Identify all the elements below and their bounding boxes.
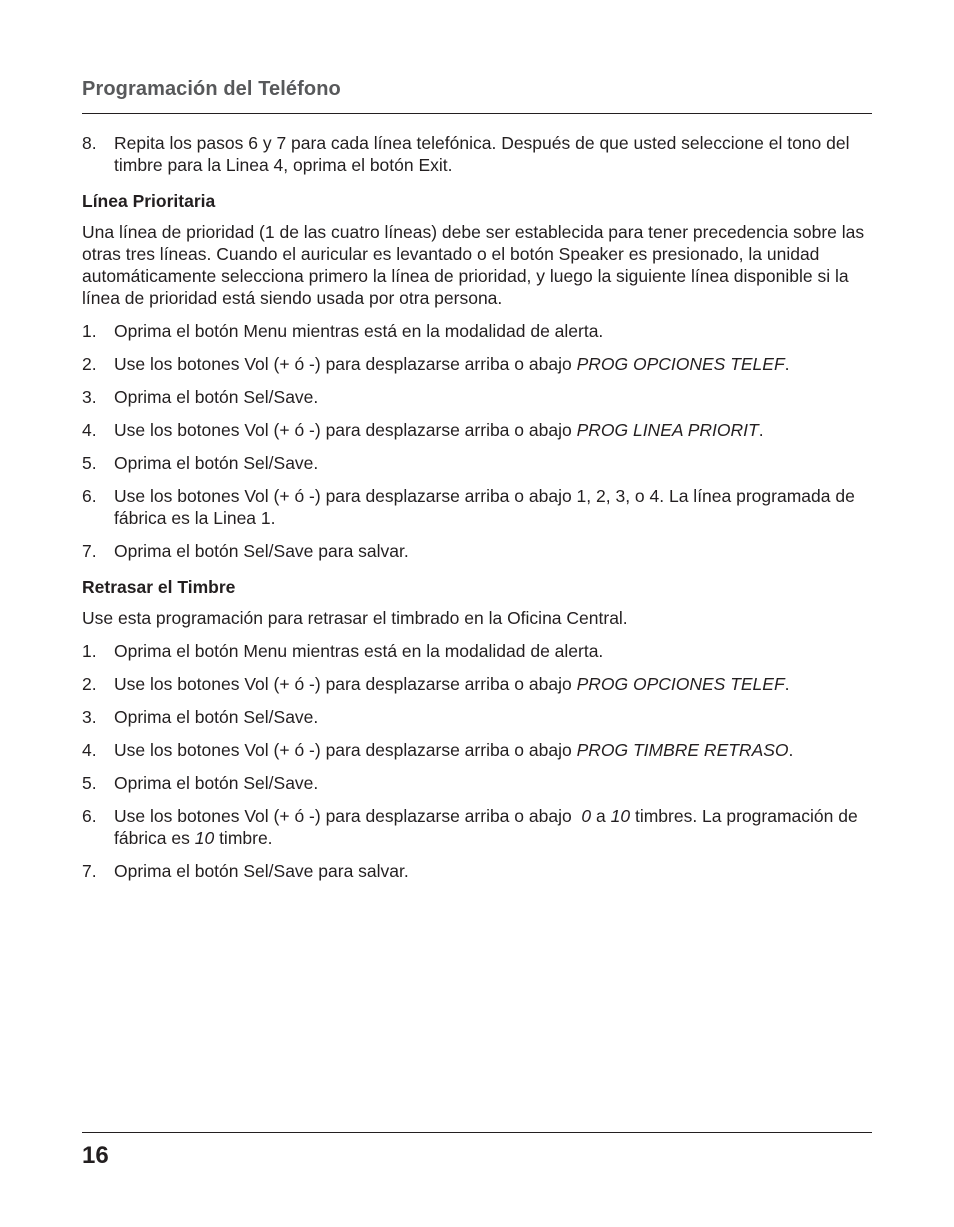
list-item [82,132,872,176]
list-item-number: 5. [82,453,97,473]
page-number: 16 [82,1142,109,1169]
section-heading-linea-prioritaria: Línea Prioritaria [82,191,216,211]
list-item [82,805,872,849]
list-item-text-main: Use los botones Vol (+ ó -) para desplazarse arriba o abajo [114,354,577,374]
list-item-text [114,739,872,761]
list-item-text-part: timbres. La programación de fábrica es [114,806,863,848]
list-item-text: Oprima el botón Sel/Save para salvar. [114,861,409,881]
list-item-number: 3. [82,707,97,727]
list-item-text-main: Use los botones Vol (+ ó -) para desplazarse arriba o abajo [114,740,577,760]
list-item-text-part: a [591,806,611,826]
list-item-text: Oprima el botón Sel/Save. [114,773,319,793]
list-item-text-end: . [784,674,790,694]
ring-count-min: 0 [581,806,592,826]
list-item [82,353,872,375]
menu-option-text: PROG OPCIONES TELEF [576,674,785,694]
list-item [82,673,872,695]
list-item-text: Oprima el botón Sel/Save. [114,453,319,473]
list-item-text [114,419,872,441]
menu-option-text: PROG LINEA PRIORIT [576,420,759,440]
list-item-text-end: . [788,740,794,760]
list-item-text [114,353,872,375]
list-item-text [114,673,872,695]
list-item-number: 1. [82,641,97,661]
list-item [82,485,872,529]
list-item-number: 6. [82,806,97,826]
list-item-number: 5. [82,773,97,793]
list-item-number: 4. [82,740,97,760]
list-item-text-main: Use los botones Vol (+ ó -) para desplazarse arriba o abajo [114,420,577,440]
footer-rule [82,1132,872,1133]
list-item-text: Oprima el botón Sel/Save. [114,707,319,727]
header-rule [82,113,872,114]
page-content [82,132,872,893]
list-item-text-part: Use los botones Vol (+ ó -) para desplazarse arriba o abajo [114,806,582,826]
list-item-number: 7. [82,541,97,561]
list-item-number: 3. [82,387,97,407]
list-item [82,452,872,474]
list-item-text-end: . [758,420,764,440]
list-item-text: Use los botones Vol (+ ó -) para desplazarse arriba o abajo 1, 2, 3, o 4. La línea programada de fábrica es la Linea 1. [114,486,855,528]
list-item-number: 8. [82,133,97,153]
list-item-text: Oprima el botón Menu mientras está en la modalidad de alerta. [114,641,604,661]
list-item-number: 4. [82,420,97,440]
list-item-text: Repita los pasos 6 y 7 para cada línea telefónica. Después de que usted seleccione el tono del timbre para la Linea 4, oprima el botón Exit. [114,133,850,175]
ring-count-default: 10 [194,828,215,848]
menu-option-text: PROG TIMBRE RETRASO [576,740,789,760]
list-item-number: 2. [82,674,97,694]
list-item-number: 7. [82,861,97,881]
list-item-text: Oprima el botón Menu mientras está en la modalidad de alerta. [114,321,604,341]
section-heading-retrasar-timbre: Retrasar el Timbre [82,577,236,597]
list-item-text-main: Use los botones Vol (+ ó -) para desplazarse arriba o abajo [114,674,577,694]
list-item-number: 6. [82,486,97,506]
list-item-text-part: timbre. [214,828,273,848]
list-item-text-end: . [784,354,790,374]
list-item [82,419,872,441]
list-item [82,640,872,662]
list-item [82,706,872,728]
menu-option-text: PROG OPCIONES TELEF [576,354,785,374]
list-item [82,540,872,562]
list-item [82,386,872,408]
section-paragraph: Una línea de prioridad (1 de las cuatro líneas) debe ser establecida para tener precedencia sobre las otras tres líneas. Cuando el auricular es levantado o el botón Speaker es presionado, la unidad automáticamente selecciona primero la línea de prioridad, y luego la siguiente línea disponible si la línea de prioridad está siendo usada por otra persona. [82,222,865,308]
list-item-number: 2. [82,354,97,374]
list-item [82,772,872,794]
list-item-text: Oprima el botón Sel/Save. [114,387,319,407]
section-paragraph: Use esta programación para retrasar el timbrado en la Oficina Central. [82,608,628,628]
list-item [82,860,872,882]
manual-page [82,0,872,1227]
ring-count-max: 10 [610,806,631,826]
list-item-text: Oprima el botón Sel/Save para salvar. [114,541,409,561]
list-item [82,739,872,761]
page-header-title: Programación del Teléfono [82,78,341,100]
list-item [82,320,872,342]
list-item-number: 1. [82,321,97,341]
list-item-text [114,805,872,849]
